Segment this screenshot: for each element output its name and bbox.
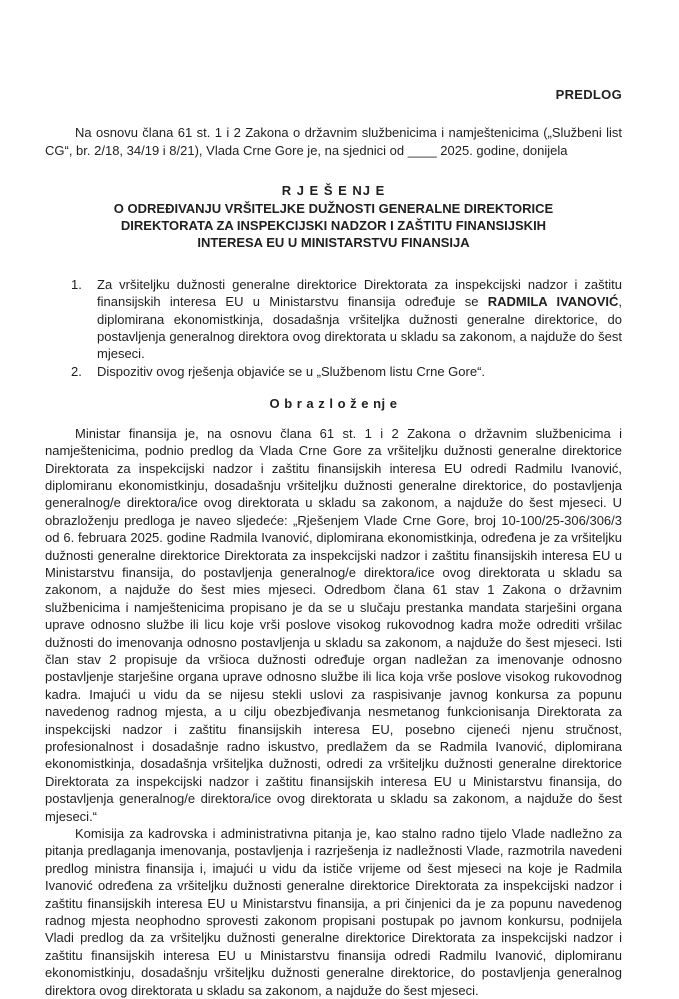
decision-title-word: R J E Š E NJ E	[281, 183, 386, 199]
decision-items	[71, 276, 622, 380]
explanation-paragraph: Ministar finansija je, na osnovu člana 61 st. 1 i 2 Zakona o državnim službenicima i namještenicima, podnio predlog da Vlada Crne Gore za vršiteljku dužnosti generalne direktorice Direktorata za inspekcijski nadzor i zaštitu finansijskih interesa EU odredi Radmilu Ivanović, diplomiranu ekonomistkinju, dosadašnju vršiteljku dužnosti generalne direktorice, do postavljenja generalnog/e direktora/ice ovog direktorata u skladu sa zakonom, a najduže do šest mjeseci. U obrazloženju predloga je naveo sljedeće: „Rješenjem Vlade Crne Gore, broj 10-100/25-306/306/3 od 6. februara 2025. godine Radmila Ivanović, diplomirana ekonomistkinja, određena je za vršiteljku dužnosti generalne direktorice Direktorata za inspekcijski nadzor i zaštitu finansijskih interesa EU u Ministarstvu finansija, do postavljenja generalnog/e direktora/ice ovog direktorata u skladu sa zakonom, a najduže do šest mies mjeseci. Odredbom člana 61 stav 1 Zakona o državnim službenicima i namještenicima propisano je da se u slučaju prestanka mandata starješini organa uprave odnosno službe ili licu koje vrši poslove visokog rukovodnog kadra može odrediti vršilac dužnosti do imenovanja odnosno postavljenja u skladu sa zakonom, a najduže do šest mjeseci. Isti član stav 2 propisuje da vršioca dužnosti određuje organ nadležan za imenovanje odnosno postavljenje starješine organa uprave odnosno službe ili lica koja vrše poslove visokog rukovodnog kadra. Imajući u vidu da se nijesu stekli uslovi za raspisivanje javnog konkursa za popunu navedenog radnog mjesta, a u cilju obezbjeđivanja nesmetanog funkcionisanja Direktorata za inspekcijski nadzor i zaštitu finansijskih interesa EU, posebno cijeneći njenu stručnost, profesionalnost i dosadašnje radno iskustvo, predlažem da se Radmila Ivanović, diplomirana ekonomistkinja, dosadašnja vršiteljka dužnosti, odredi za vršiteljku dužnosti generalne direktorice Direktorata za inspekcijski nadzor i zaštitu finansijskih interesa EU u Ministarstvu finansija, do postavljenja generalnog/e direktora/ice ovog direktorata u skladu sa zakonom, a najduže do šest mjeseci.“	[45, 425, 622, 824]
list-item-text: Dispozitiv ovog rješenja objaviće se u „Službenom listu Crne Gore“.	[97, 363, 486, 379]
decision-title-subject: O ODREĐIVANJU VRŠITELJKE DUŽNOSTI GENERALNE DIREKTORICE DIREKTORATA ZA INSPEKCIJSKI NADZOR I ZAŠTITU FINANSIJSKIH INTERESA EU U MINISTARSTVU FINANSIJA	[113, 200, 554, 251]
list-item-text	[97, 276, 622, 363]
document-label: PREDLOG	[555, 87, 622, 102]
decision-title	[45, 182, 622, 252]
intro-paragraph: Na osnovu člana 61 st. 1 i 2 Zakona o državnim službenicima i namještenicima („Službeni list CG“, br. 2/18, 34/19 i 8/21), Vlada Crne Gore je, na sjednici od ____ 2025. godine, donijela	[45, 125, 622, 158]
list-item	[71, 276, 622, 363]
explanation-paragraph: Komisija za kadrovska i administrativna pitanja je, kao stalno radno tijelo Vlade nadležno za pitanja predlaganja imenovanja, postavljenja i razrješenja iz nadležnosti Vlade, razmotrila navedeni predlog ministra finansija i, imajući u vidu da ističe vrijeme od šest mjeseci na koje je Radmila Ivanović određena za vršiteljku dužnosti generalne direktorice Direktorata za inspekcijski nadzor i zaštitu finansijskih interesa EU u Ministarstvu finansija, a pri činjenici da je za popunu navedenog radnog mjesta neophodno sprovesti zakonom propisani postupak po javnom konkursu, podnijela Vladi predlog da za vršiteljku dužnosti generalne direktorice Direktorata za inspekcijski nadzor i zaštitu finansijskih interesa EU u Ministarstvu finansija odredi Radmilu Ivanović, diplomiranu ekonomistkinju, dosadašnju vršiteljku dužnosti generalne direktorice, do postavljenja generalnog direktora ovog direktorata u skladu sa zakonom, a najduže do šest mjeseci.	[45, 826, 622, 998]
appointee-name: RADMILA IVANOVIĆ	[487, 294, 619, 310]
list-item-number: 1.	[71, 276, 82, 292]
explanation-body	[45, 425, 622, 999]
list-item-number: 2.	[71, 363, 82, 379]
item-text-after: , diplomirana ekonomistkinja, dosadašnja vršiteljka dužnosti generalne direktorice, do postavljenja generalnog direktora ovog direktorata u skladu sa zakonom, a najduže do šest mjeseci.	[97, 294, 622, 362]
explanation-heading: O b r a z l o ž e nj e	[269, 396, 398, 412]
list-item	[71, 363, 622, 380]
item-text-before: Za vršiteljku dužnosti generalne direktorice Direktorata za inspekcijski nadzor i zaštitu finansijskih interesa EU u Ministarstvu finansija određuje se	[97, 276, 622, 310]
